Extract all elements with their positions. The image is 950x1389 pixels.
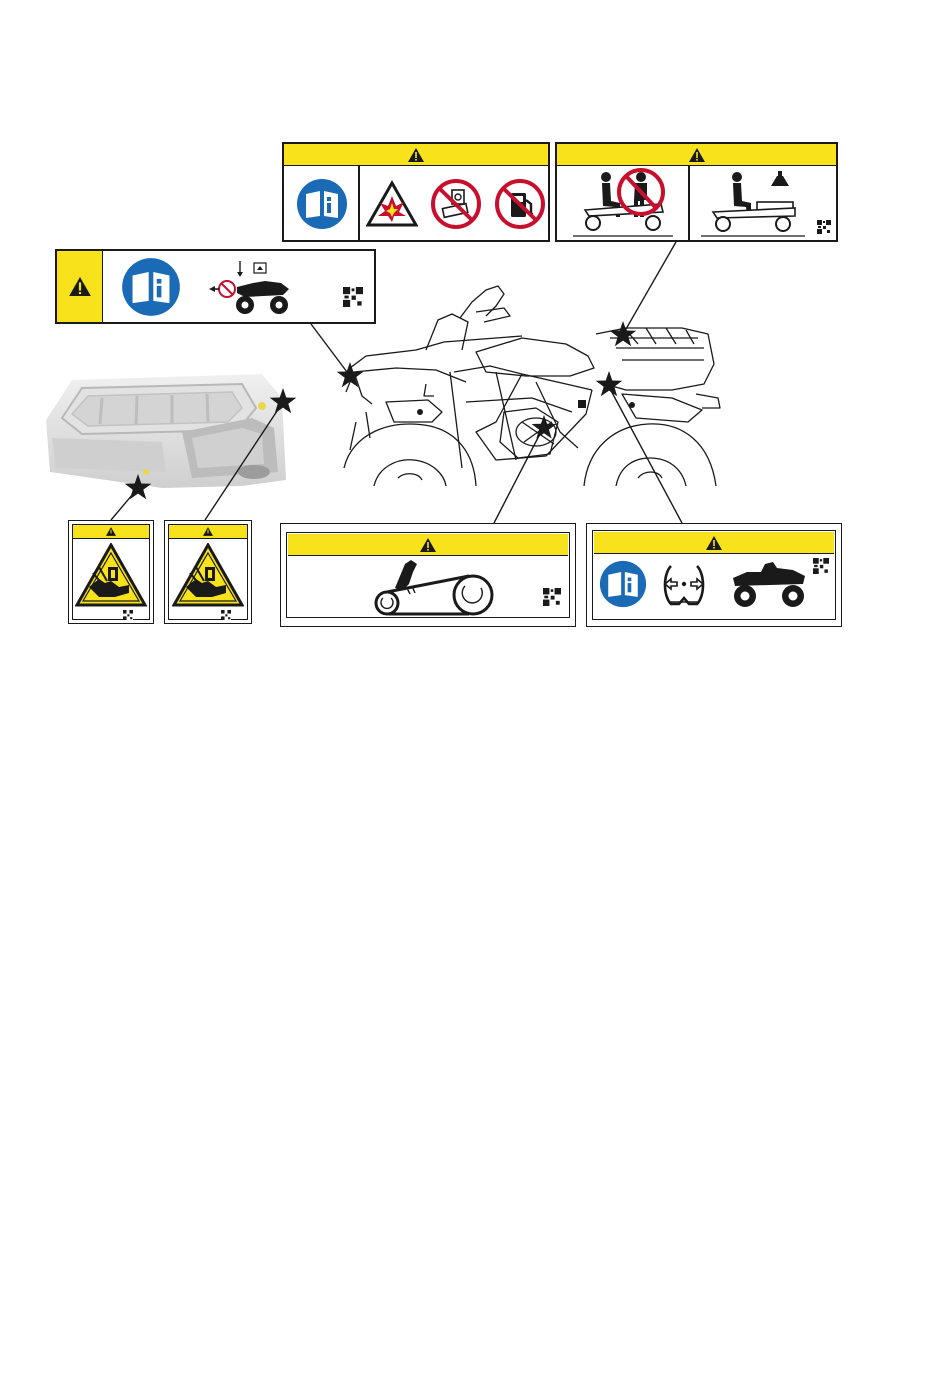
leader-line — [494, 428, 543, 523]
warning-triangle-icon — [706, 536, 722, 550]
warning-triangle-icon — [420, 538, 436, 552]
read-manual-icon — [599, 560, 647, 608]
star-marker — [268, 387, 298, 417]
qr-code-icon — [813, 558, 829, 574]
star-marker — [123, 473, 153, 503]
warning-header-bar — [288, 534, 568, 556]
hand-pinch-icon — [172, 543, 244, 609]
warning-triangle-icon — [203, 527, 213, 536]
belt-entanglement-icon — [369, 558, 499, 616]
star-marker — [530, 414, 558, 442]
star-marker — [594, 370, 624, 400]
warning-header-bar — [73, 525, 149, 539]
pinch-warning-left-decal — [68, 520, 154, 624]
qr-code-icon — [221, 610, 231, 620]
leader-line — [205, 402, 283, 520]
pinch-warning-right-decal — [164, 520, 252, 624]
tire-pressure-warning-decal — [586, 523, 842, 627]
leader-line — [608, 385, 682, 523]
warning-triangle-icon — [106, 527, 116, 536]
drive-belt-warning-decal — [280, 523, 576, 627]
warning-header-bar — [169, 525, 247, 539]
qr-code-icon — [543, 588, 561, 606]
atv-icon — [727, 558, 809, 610]
hand-pinch-icon — [75, 543, 147, 609]
star-marker — [608, 320, 638, 350]
tire-pressure-icon — [661, 562, 707, 608]
star-marker — [335, 361, 365, 391]
warning-header-bar — [594, 532, 834, 554]
qr-code-icon — [123, 610, 133, 620]
